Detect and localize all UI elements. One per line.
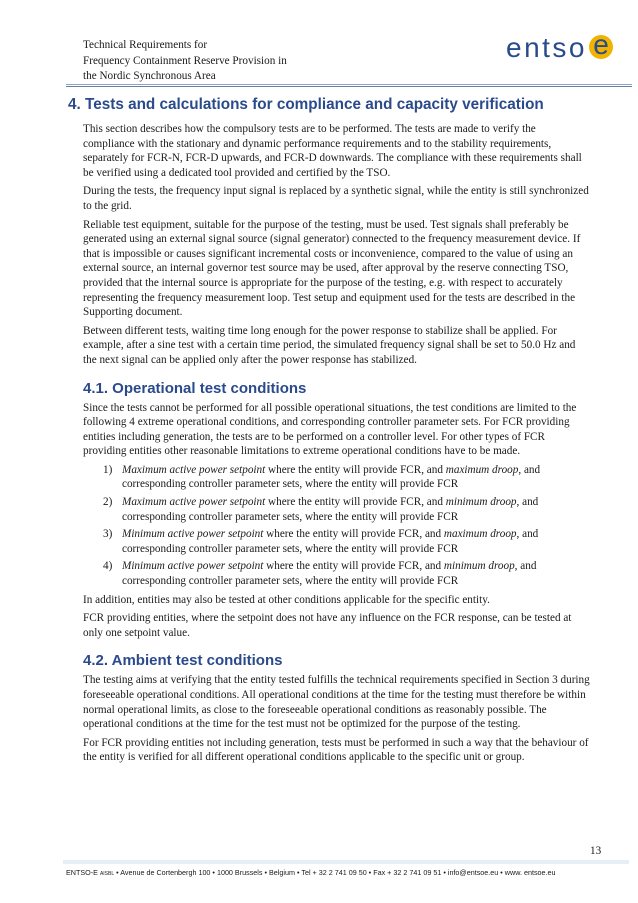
list-item [83,495,590,524]
list-text: where the entity will provide FCR, and [265,463,446,476]
header-divider [66,84,632,85]
logo-e-letter: e [593,29,609,60]
header-line: Frequency Containment Reserve Provision in [83,54,287,67]
header-line: the Nordic Synchronous Area [83,70,216,82]
paragraph: Since the tests cannot be performed for all possible operational situations, the test conditions are limited to the following 4 extreme operational conditions, and corresponding controller parameter sets. For FCR providing entities including generation, the tests are to be performed on a controller level. For other types of FCR providing entities other reasonable limitations to extreme operational conditions have to be made. [83,401,577,458]
list-number: 2) [103,496,113,509]
list-emphasis: maximum droop [445,463,519,476]
list-number: 4) [103,560,113,573]
document-header [83,38,287,85]
list-emphasis: Maximum active power setpoint [122,496,266,509]
list-text: where the entity will provide FCR, and [265,496,446,509]
list-emphasis: maximum droop [443,528,517,541]
list-number: 3) [103,528,113,541]
test-conditions-list [83,463,590,589]
paragraph: In addition, entities may also be tested at other conditions applicable for the specific entity. [83,593,490,606]
list-item [83,527,590,556]
subsection-title: 4.1. Operational test conditions [83,379,307,397]
list-emphasis: minimum droop [445,496,517,509]
page-body [68,96,590,769]
entsoe-logo [506,29,613,67]
list-emphasis: Maximum active power setpoint [122,463,266,476]
paragraph: This section describes how the compulsory tests are to be performed. The tests are made to verify the compliance with the stationary and dynamic performance requirements and to the stability requirements, separately for FCR-N, FCR-D upwards, and FCR-D downwards. The compliance with these requirements shall be verified using a dedicated tool provided and certified by the TSO. [83,123,582,179]
footer-contact: • Avenue de Cortenbergh 100 • 1000 Brussels • Belgium • Tel + 32 2 741 09 50 • Fax + 32 2 741 09 51 • info@entsoe.eu • www. entsoe.eu [114,868,556,877]
list-text: , and corresponding controller parameter sets, where the entity will provide FCR [122,496,539,523]
footer [66,868,636,877]
paragraph: Reliable test equipment, suitable for the purpose of the testing, must be used. Test signals shall preferably be generated using an external signal source (signal generator) connected to the frequency measurement device. If that is impossible or causes significant incremental costs or inconvenience, compared to the value of using an external source, an internal governor test source may be used, after approval by the reserve connecting TSO, provided that the internal source is appropriate for the purpose of the testing, e.g. with respect to accurately representing the frequency measurement loop. Test setup and equipment used for the tests are described in the Supporting document. [83,218,581,319]
header-line: Technical Requirements for [83,39,208,51]
list-emphasis: Minimum active power setpoint [122,528,264,541]
list-text: , and corresponding controller parameter sets, where the entity will provide FCR [122,528,539,555]
list-text: where the entity will provide FCR, and [263,528,444,541]
paragraph: The testing aims at verifying that the entity tested fulfills the technical requirements specified in Section 3 during foreseeable operational conditions. All operational conditions at the time for the testing must therefore be within normal operational limits, as close to the foreseeable operational conditions as reasonably possible. The operational conditions at the time for the test must not be optimized for the purpose of the testing. [83,674,590,731]
subsection-title: 4.2. Ambient test conditions [83,652,283,670]
footer-divider [63,860,629,864]
list-emphasis: Minimum active power setpoint [122,560,264,573]
list-text: , and corresponding controller parameter sets, where the entity will provide FCR [122,463,541,491]
list-item [83,559,590,588]
paragraph: For FCR providing entities not including generation, tests must be performed in such a way that the behaviour of the entity is verified for all different operational conditions applicable to the specific unit or group. [83,736,589,764]
list-item [83,463,590,492]
logo-wordmark: entso [506,32,587,63]
footer-org: ENTSO-E [66,868,98,877]
header-divider-dark [66,86,632,87]
list-text: , and corresponding controller parameter sets, where the entity will provide FCR [122,560,537,588]
section-title: 4. Tests and calculations for compliance and capacity verification [68,96,544,113]
paragraph: Between different tests, waiting time long enough for the power response to stabilize shall be applied. For example, after a sine test with a certain time period, the simulated frequency signal shall be set to 50.0 Hz and the next signal can be applied only after the power response has stabilized. [83,324,576,366]
page-number: 13 [590,845,602,857]
logo-e-circle [589,29,613,60]
footer-aisbl: AISBL [99,871,115,877]
list-number: 1) [103,463,113,476]
paragraph: During the tests, the frequency input signal is replaced by a synthetic signal, while the entity is still synchronized to the grid. [83,185,589,212]
list-text: where the entity will provide FCR, and [263,560,444,573]
paragraph: FCR providing entities, where the setpoint does not have any influence on the FCR response, can be tested at only one setpoint value. [83,612,572,639]
list-emphasis: minimum droop [443,560,515,573]
